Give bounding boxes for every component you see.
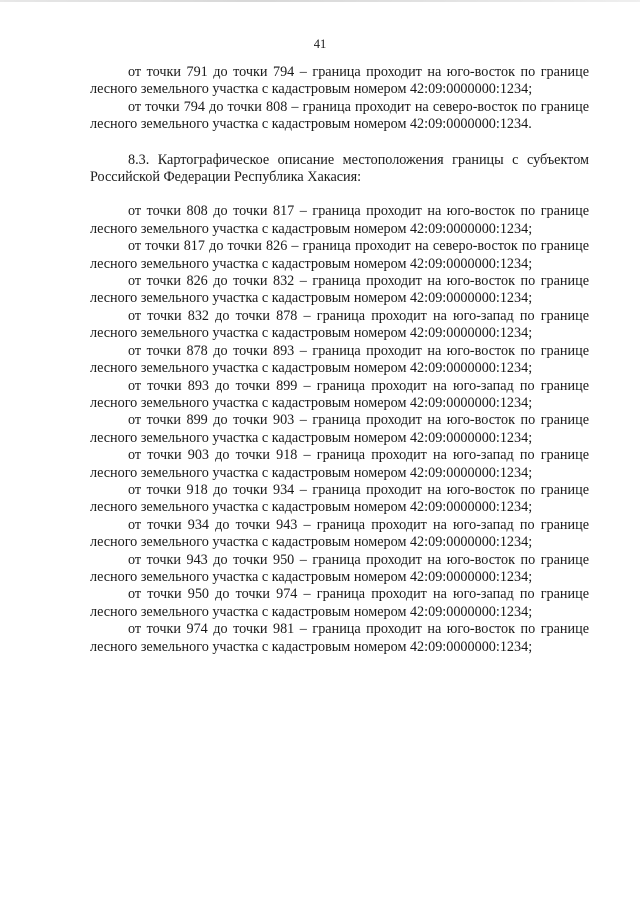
boundary-paragraph: от точки 817 до точки 826 – граница проходит на северо-восток по границе лесного земельного участка с кадастровым номером 42:09:0000000:1234; [90,238,589,272]
boundary-paragraph: от точки 903 до точки 918 – граница проходит на юго-запад по границе лесного земельного участка с кадастровым номером 42:09:0000000:1234; [90,447,589,481]
boundary-paragraph: от точки 808 до точки 817 – граница проходит на юго-восток по границе лесного земельного участка с кадастровым номером 42:09:0000000:1234; [90,203,589,237]
document-body [90,64,589,656]
boundary-paragraph: от точки 943 до точки 950 – граница проходит на юго-восток по границе лесного земельного участка с кадастровым номером 42:09:0000000:1234; [90,551,589,585]
page-number: 41 [313,37,327,51]
boundary-paragraph: от точки 791 до точки 794 – граница проходит на юго-восток по границе лесного земельного участка с кадастровым номером 42:09:0000000:1234; [90,64,589,98]
boundary-paragraph: от точки 899 до точки 903 – граница проходит на юго-восток по границе лесного земельного участка с кадастровым номером 42:09:0000000:1234; [90,412,589,446]
spacer [90,186,589,203]
section-heading: 8.3. Картографическое описание местоположения границы с субъектом Российской Федерации Республика Хакасия: [90,151,589,186]
boundary-paragraph: от точки 893 до точки 899 – граница проходит на юго-запад по границе лесного земельного участка с кадастровым номером 42:09:0000000:1234; [90,377,589,411]
boundary-paragraph: от точки 832 до точки 878 – граница проходит на юго-запад по границе лесного земельного участка с кадастровым номером 42:09:0000000:1234; [90,307,589,342]
boundary-paragraph: от точки 878 до точки 893 – граница проходит на юго-восток по границе лесного земельного участка с кадастровым номером 42:09:0000000:1234; [90,342,589,377]
boundary-paragraph: от точки 826 до точки 832 – граница проходит на юго-восток по границе лесного земельного участка с кадастровым номером 42:09:0000000:1234; [90,273,589,307]
boundary-paragraph: от точки 950 до точки 974 – граница проходит на юго-запад по границе лесного земельного участка с кадастровым номером 42:09:0000000:1234; [90,586,589,620]
boundary-paragraph: от точки 918 до точки 934 – граница проходит на юго-восток по границе лесного земельного участка с кадастровым номером 42:09:0000000:1234; [90,481,589,516]
boundary-paragraph: от точки 794 до точки 808 – граница проходит на северо-восток по границе лесного земельного участка с кадастровым номером 42:09:0000000:1234. [90,98,589,133]
spacer [90,134,589,152]
scan-top-edge [0,0,640,2]
boundary-paragraph: от точки 974 до точки 981 – граница проходит на юго-восток по границе лесного земельного участка с кадастровым номером 42:09:0000000:1234; [90,621,589,655]
boundary-paragraph: от точки 934 до точки 943 – граница проходит на юго-запад по границе лесного земельного участка с кадастровым номером 42:09:0000000:1234; [90,516,589,551]
